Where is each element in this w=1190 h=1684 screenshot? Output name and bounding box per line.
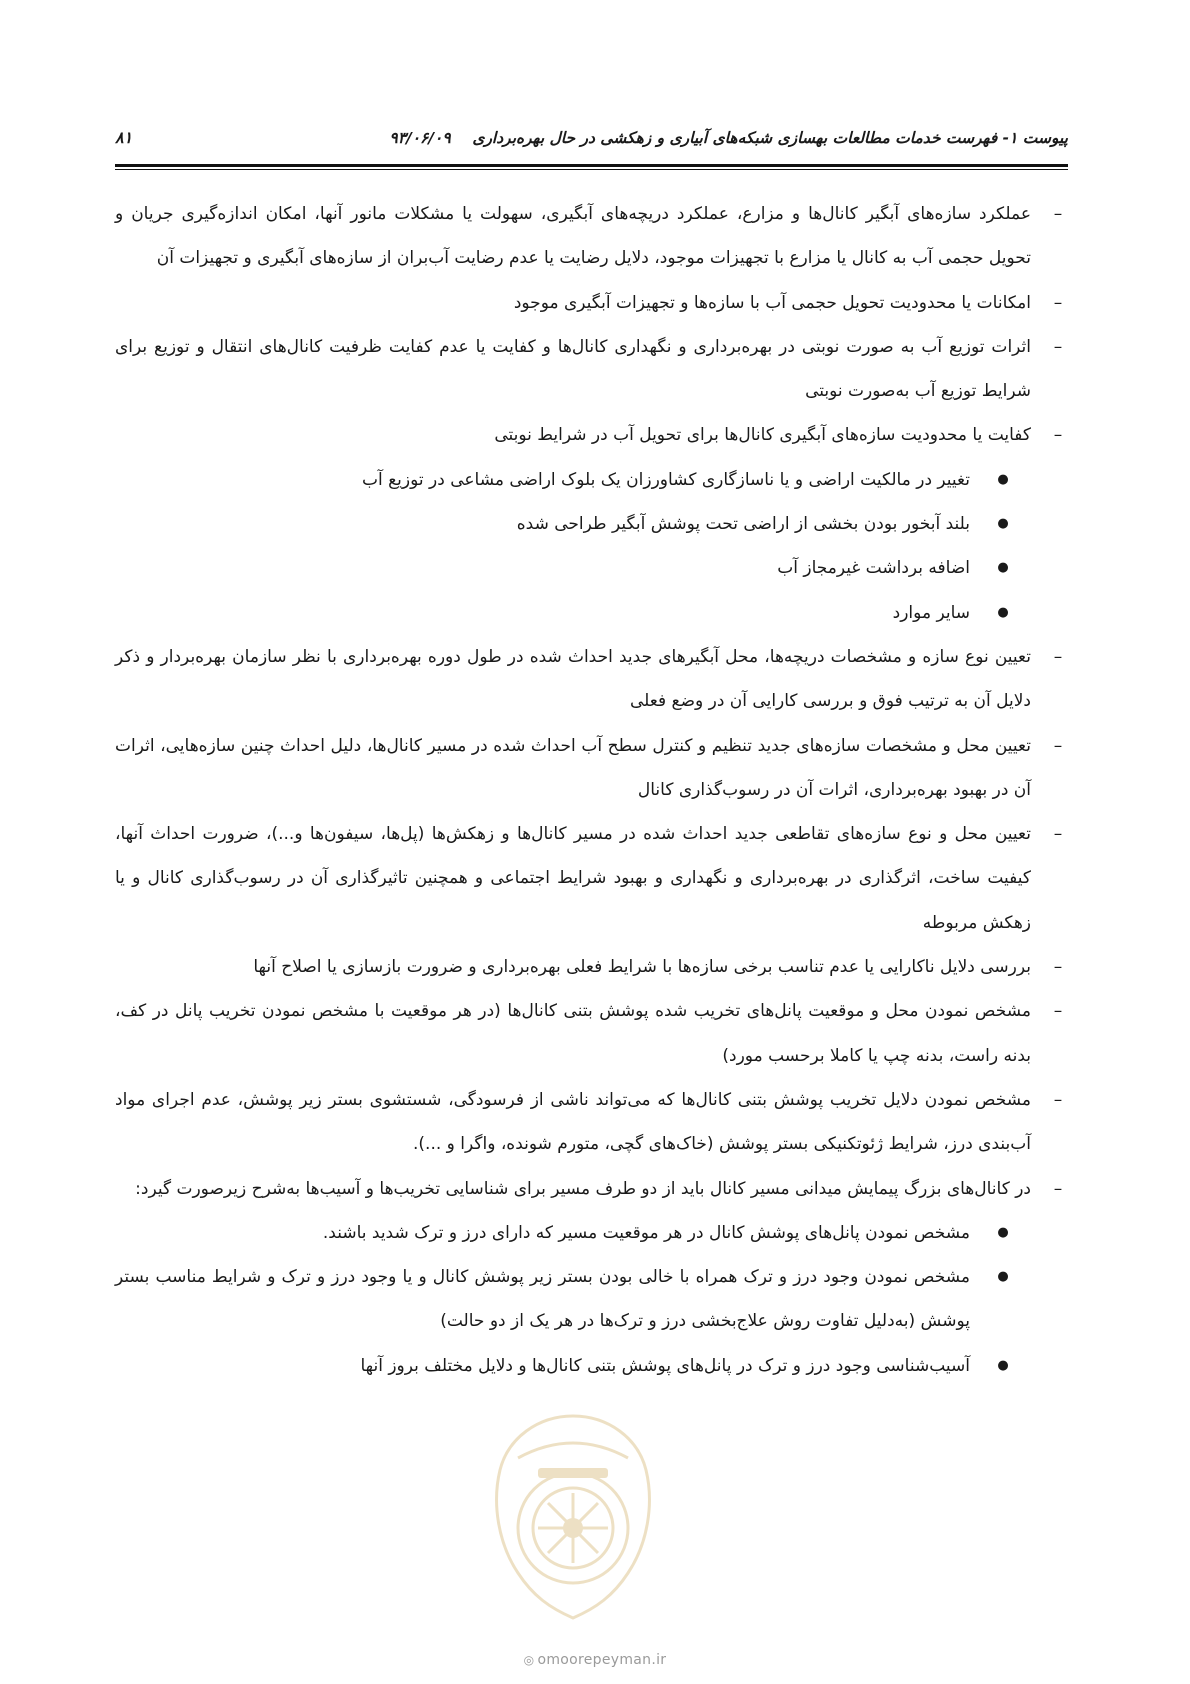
list-item — [115, 192, 1068, 281]
dash-marker-icon: – — [1053, 1001, 1063, 1022]
list-item-text: مشخص نمودن پانل‌های پوشش کانال در هر موقعیت مسیر که دارای درز و ترک شدید باشند. — [322, 1222, 970, 1243]
list-item-text: اثرات توزیع آب به صورت نوبتی در بهره‌برداری و نگهداری کانال‌ها و کفایت یا عدم کفایت ظرفیت کانال‌های انتقال و توزیع برای شرایط توزیع آب به‌صورت نوبتی — [115, 336, 1031, 402]
list-item-text: آسیب‌شناسی وجود درز و ترک در پانل‌های پوشش بتنی کانال‌ها و دلایل مختلف بروز آنها — [360, 1355, 970, 1376]
list-item-text: کفایت یا محدودیت سازه‌های آبگیری کانال‌ها برای تحویل آب در شرایط نوبتی — [494, 425, 1031, 446]
sub-list-item — [115, 458, 1068, 502]
body-content — [115, 192, 1068, 1388]
list-item — [115, 635, 1068, 724]
header-code: ۹۳/۰۶/۰۹ — [389, 129, 451, 147]
list-item — [115, 1078, 1068, 1167]
sub-list-item — [115, 1255, 1068, 1344]
bullet-marker-icon: ● — [997, 560, 1009, 576]
sub-list-item — [115, 546, 1068, 590]
dash-marker-icon: – — [1053, 957, 1063, 978]
dash-marker-icon: – — [1053, 336, 1063, 357]
header-rule-thick — [115, 164, 1068, 167]
dash-marker-icon: – — [1053, 204, 1063, 224]
bullet-marker-icon: ● — [997, 516, 1009, 532]
dash-marker-icon: – — [1053, 425, 1063, 446]
list-item — [115, 724, 1068, 813]
dash-marker-icon: – — [1053, 1178, 1063, 1199]
sub-list-item — [115, 1211, 1068, 1255]
list-item — [115, 989, 1068, 1078]
list-item-text: مشخص نمودن محل و موقعیت پانل‌های تخریب شده پوشش بتنی کانال‌ها (در هر موقعیت با مشخص نمودن تخریب پانل در کف، بدنه راست، بدنه چپ یا کاملا برحسب مورد) — [115, 1001, 1031, 1066]
list-item — [115, 281, 1068, 325]
sub-list-item — [115, 502, 1068, 546]
bullet-marker-icon: ● — [997, 1357, 1009, 1373]
list-item — [115, 413, 1068, 457]
dash-marker-icon: – — [1053, 292, 1063, 313]
list-item — [115, 945, 1068, 989]
list-item-text: عملکرد سازه‌های آبگیر کانال‌ها و مزارع، عملکرد دریچه‌های آبگیری، سهولت یا مشکلات مانور آنها، امکان اندازه‌گیری جریان و تحویل حجمی آب به کانال یا مزارع با تجهیزات موجود، دلایل رضایت یا عدم رضایت آب‌بران از سازه‌های آبگیری و تجهیزات آن — [115, 204, 1031, 269]
list-item — [115, 325, 1068, 414]
page-header — [115, 128, 1068, 147]
list-item-text: سایر موارد — [892, 602, 970, 623]
list-item — [115, 812, 1068, 945]
dash-marker-icon: – — [1053, 735, 1063, 756]
bullet-marker-icon: ● — [997, 471, 1009, 487]
list-item-text: تعیین نوع سازه و مشخصات دریچه‌ها، محل آبگیرهای جدید احداث شده در طول دوره بهره‌برداری با نظر سازمان بهره‌بردار و ذکر دلایل آن به ترتیب فوق و بررسی کارایی آن در وضع فعلی — [115, 646, 1031, 712]
list-item-text: تعیین محل و نوع سازه‌های تقاطعی جدید احداث شده در مسیر کانال‌ها و زهکش‌ها (پل‌ها، سیفون‌ها و...)، ضرورت احداث آنها، کیفیت ساخت، اثرگذاری در بهره‌برداری و نگهداری و بهبود شرایط اجتماعی و همچنین تاثیرگذاری آن در رسوب‌گذاری کانال و یا زهکش مربوطه — [115, 824, 1031, 933]
page-number: ۸۱ — [115, 128, 133, 147]
list-item-text: امکانات یا محدودیت تحویل حجمی آب با سازه‌ها و تجهیزات آبگیری موجود — [513, 292, 1031, 313]
list-item-text: اضافه برداشت غیرمجاز آب — [777, 558, 970, 579]
watermark-domain: ◎ omoorepeyman.ir — [523, 1652, 667, 1668]
sub-list-item — [115, 1344, 1068, 1388]
dash-marker-icon: – — [1053, 1089, 1063, 1110]
header-rule-thin — [115, 169, 1068, 170]
list-item-text: مشخص نمودن دلایل تخریب پوشش بتنی کانال‌ها که می‌تواند ناشی از فرسودگی، شستشوی بستر زیر پوشش، عدم اجرای مواد آب‌بندی درز، شرایط ژئوتکنیکی بستر پوشش (خاک‌های گچی، متورم شونده، واگرا و ...). — [115, 1089, 1031, 1155]
header-title-group — [389, 129, 1068, 147]
list-item — [115, 1167, 1068, 1211]
list-item-text: مشخص نمودن وجود درز و ترک همراه با خالی بودن بستر زیر پوشش کانال و یا وجود درز و ترک و شرایط مناسب بستر پوشش (به‌دلیل تفاوت روش علاج‌بخشی درز و ترک‌ها در هر یک از دو حالت) — [115, 1267, 970, 1332]
list-item-text: در کانال‌های بزرگ پیمایش میدانی مسیر کانال باید از دو طرف مسیر برای شناسایی تخریب‌ها و آسیب‌ها به‌شرح زیرصورت گیرد: — [135, 1178, 1031, 1199]
bullet-marker-icon: ● — [997, 604, 1009, 620]
bullet-marker-icon: ● — [997, 1224, 1009, 1240]
list-item-text: بررسی دلایل ناکارایی یا عدم تناسب برخی سازه‌ها با شرایط فعلی بهره‌برداری و ضرورت بازسازی یا اصلاح آنها — [253, 957, 1031, 978]
seal-logo-icon — [478, 1408, 668, 1633]
header-title: پیوست ۱- فهرست خدمات مطالعات بهسازی شبکه‌های آبیاری و زهکشی در حال بهره‌برداری — [472, 129, 1068, 147]
list-item-text: بلند آبخور بودن بخشی از اراضی تحت پوشش آبگیر طراحی شده — [516, 514, 970, 535]
list-item-text: تغییر در مالکیت اراضی و یا ناسازگاری کشاورزان یک بلوک اراضی مشاعی در توزیع آب — [361, 469, 970, 490]
instagram-icon: ◎ — [523, 1653, 535, 1667]
bullet-marker-icon: ● — [997, 1269, 1009, 1285]
dash-marker-icon: – — [1053, 646, 1063, 667]
sub-list-item — [115, 591, 1068, 635]
list-item-text: تعیین محل و مشخصات سازه‌های جدید تنظیم و کنترل سطح آب احداث شده در مسیر کانال‌ها، دلیل احداث چنین سازه‌هایی، اثرات آن در بهبود بهره‌برداری، اثرات آن در رسوب‌گذاری کانال — [115, 735, 1031, 800]
dash-marker-icon: – — [1053, 824, 1063, 845]
